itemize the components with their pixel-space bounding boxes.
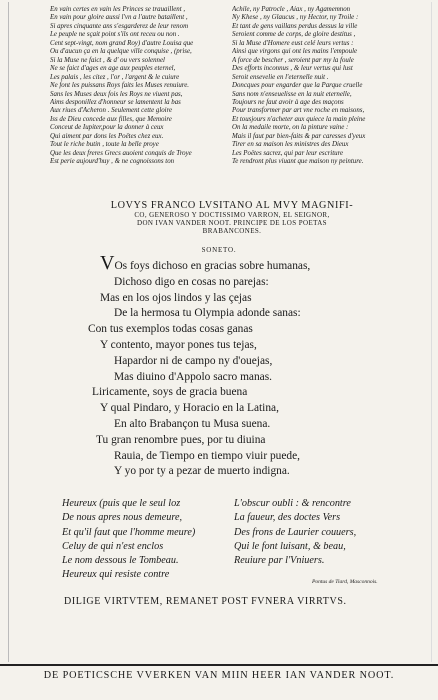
running-footer: DE POETICSCHE VVERKEN VAN MIIN HEER IAN VANDER NOOT. xyxy=(43,670,395,681)
right-column xyxy=(232,6,410,196)
verse-line: Aux riues d'Acheron . Seulement cette gloire xyxy=(50,107,173,115)
sonnet-line: Y contento, mayor pones tus tejas, xyxy=(100,338,257,351)
epigram-line: Et qu'il faut que l'homme meure) xyxy=(62,526,196,538)
sonnet-line: Y qual Pindaro, y Horacio en la Latina, xyxy=(100,402,279,415)
verse-line: Des efforts inconnus , & leur vertus qui lust xyxy=(232,65,353,73)
verse-line: Cent sept-vingt, nom grand Roy) d'autre Louisa que xyxy=(50,39,194,47)
sonnet-line: Y yo por ty a pezar de muerto indigna. xyxy=(114,465,290,478)
sonnet-line: Liricamente, soys de gracia buena xyxy=(92,386,248,399)
verse-line: Mais il faut par bien-faits & par caresses d'yeux xyxy=(232,132,366,140)
epigram-line: Celuy de qui n'est enclos xyxy=(62,540,164,552)
heading-line-3: DON IVAN VANDER NOOT. PRINCIPE DE LOS POETAS xyxy=(137,219,327,227)
french-poem-columns xyxy=(50,6,410,196)
verse-line: Les Poëtes sacrez, qui par leur escriture xyxy=(232,149,344,157)
epigram-line: L'obscur oubli : & rencontre xyxy=(234,498,351,509)
epigram-line: Des frons de Laurier couuers, xyxy=(234,526,357,538)
heading-line-2: CO, GENEROSO Y DOCTISSIMO VARRON, EL SEIGNOR, xyxy=(134,211,330,219)
verse-line: Si la Muse d'Homere eust celé leurs vertus : xyxy=(232,39,354,47)
verse-line: Sans les Muses deux fois les Roys ne viuent pas, xyxy=(50,90,183,98)
verse-line: Sans nom n'enseuelisse en la nuit eternelle, xyxy=(232,90,352,98)
verse-line: Conceut de Iupiter,pour la donner à ceux xyxy=(50,124,164,132)
verse-line: Aims desponillez d'honneur se lamentent la bas xyxy=(50,98,181,106)
verse-line: Tirer en sa maison les ministres des Dieux xyxy=(232,141,349,149)
sonnet-line: Rauia, de Tiempo en tiempo viuir puede, xyxy=(114,449,301,462)
attribution: Pontus de Tiard, Masconnois. xyxy=(312,579,378,585)
verse-line: Le peuple ne sçait point s'ils ont receu ou non . xyxy=(50,31,180,39)
sonnet-line: Mas en los ojos lindos y las çejas xyxy=(100,291,252,304)
verse-line: Que les deux freres Grecs auoient conquis de Troye xyxy=(50,149,192,157)
verse-line: Qui aiment par dons les Poëtes chez eux. xyxy=(50,132,164,140)
epigram-line: Heureux (puis que le seul loz xyxy=(62,498,181,509)
soneto-title: SONETO. xyxy=(201,246,237,254)
verse-line: En vain pour gloire aussi l'vn a l'autre bataillent , xyxy=(50,14,188,22)
heading-line-1: LOVYS FRANCO LVSITANO AL MVY MAGNIFI- xyxy=(110,200,354,211)
verse-line: Seroit ensevelie en l'eternelle nuit . xyxy=(232,73,329,81)
sonnet-line: Con tus exemplos todas cosas ganas xyxy=(88,323,253,336)
sonnet-line: Dichoso digo en cosas no parejas: xyxy=(114,275,269,288)
verse-line: Iss de Dieu concede aux filles, que Memoire xyxy=(50,115,172,123)
verse-line: Et tant de gens vaillans perdus dessus la ville xyxy=(232,22,358,30)
verse-line: Doncques pour engarder que la Parque cruelle xyxy=(232,82,363,90)
epigram-right xyxy=(234,497,422,583)
verse-line: En vain certes en vain les Princes se trauaillent , xyxy=(50,6,186,13)
verse-line: Ne se faict d'ages en age aux peuples eternel, xyxy=(50,65,176,73)
motto: DILIGE VIRTVTEM, REMANET POST FVNERA VIRRTVS. xyxy=(64,596,347,607)
verse-line: Les palais , les citez , l'or , l'argent & le cuiure xyxy=(50,73,180,81)
verse-line: Si apres cinquante ans s'esgarderez de leur renom xyxy=(50,22,189,30)
footer-rule xyxy=(0,664,438,666)
epigram-line: De nous apres nous demeure, xyxy=(62,512,183,524)
epigram-line: Reuiure par l'Vniuers. xyxy=(234,555,325,567)
epigram-line: Le nom dessous le Tombeau. xyxy=(62,555,179,567)
verse-line: Pour transformer par art vne roche en maisons, xyxy=(232,107,365,115)
sonnet-line: Tu gran renombre pues, por tu diuina xyxy=(96,433,266,446)
epigram-line: La faueur, des doctes Vers xyxy=(234,512,341,524)
spanish-sonnet xyxy=(88,252,420,480)
verse-line: Toujours ne faut avoir à age des maçons xyxy=(232,98,344,106)
sonnet-line: En alto Brabançon tu Musa suena. xyxy=(114,417,271,430)
epigram-line: Heureux qui resiste contre xyxy=(62,569,170,581)
dedication-heading xyxy=(42,200,422,235)
sonnet-line: VOs foys dichoso en gracias sobre humanas, xyxy=(100,252,311,274)
verse-line: Te rendront plus viuant que maison ny peinture. xyxy=(232,158,364,166)
sonnet-line: De la hermosa tu Olympia adonde sanas: xyxy=(114,307,301,320)
verse-line: Si la Muse ne faict , & d' ou vers solennel xyxy=(50,56,165,64)
verse-line: Est perie aujourd'huy , & ne cognoissons ton xyxy=(50,158,175,166)
drop-cap: V xyxy=(100,252,115,274)
epigram-line: Qui le font luisant, & beau, xyxy=(234,540,346,552)
epigram-left xyxy=(62,497,232,583)
sonnet-line: Mas diuino d'Appolo sacro manas. xyxy=(114,370,273,383)
verse-line: Ou d'aucun ça en la quelque ville conquise , (prise, xyxy=(50,48,192,56)
verse-line: Tout le riche butin , toute la belle proye xyxy=(50,141,159,149)
verse-line: A force de bescher , seroient par my la foule xyxy=(232,56,354,64)
heading-line-4: BRABANCONES. xyxy=(202,227,262,235)
verse-line: On la medaile morte, on la pinture vaine : xyxy=(232,124,349,132)
left-column xyxy=(50,6,228,196)
verse-line: Achile, ny Patrocle , Aiax , ny Agamemnon xyxy=(232,6,351,13)
verse-line: Ainsi que virgons qui ont les mains l'empoule xyxy=(232,48,358,56)
verse-line: Et tousjours n'acheter aux quiece la main pleine xyxy=(232,115,366,123)
french-epigram xyxy=(62,497,422,583)
verse-line: Ne font les puissans Roys faits les Muses renuiure. xyxy=(50,82,190,90)
sonnet-line: Hapardor ni de campo ny d'ouejas, xyxy=(114,354,273,367)
verse-line: Ny Khese , ny Glaucus , ny Hector, ny Troile : xyxy=(232,14,359,22)
verse-line: Seroient comme de corps, de gloire destitus , xyxy=(232,31,356,39)
